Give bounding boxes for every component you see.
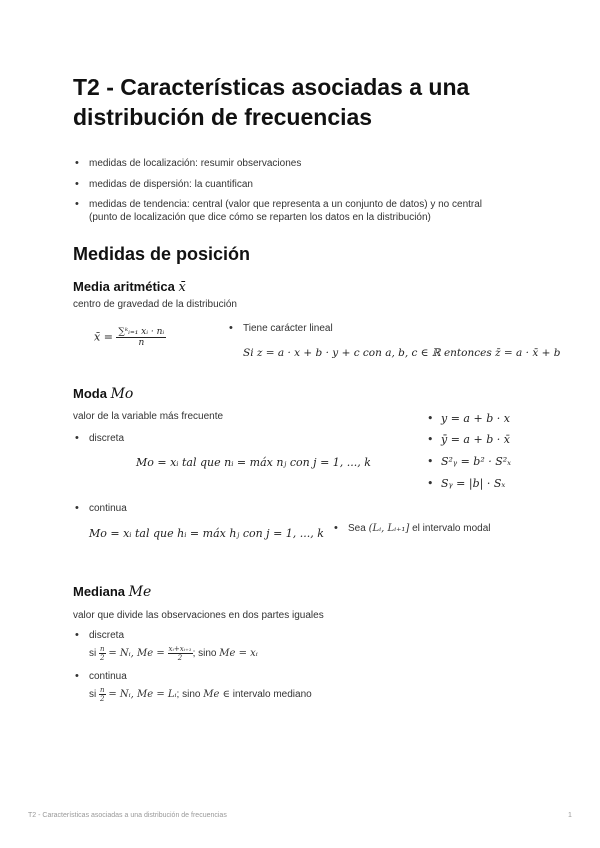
list-item: • medidas de dispersión: la cuantifican <box>89 178 509 191</box>
tail-math: Me ∈ <box>203 689 230 701</box>
mediana-symbol: Me <box>128 584 152 600</box>
end-text: intervalo mediano <box>232 689 312 701</box>
n-over-2-fraction <box>99 686 106 703</box>
moda-side-bullet: • y = a + b · x <box>441 412 510 425</box>
media-heading <box>73 279 186 295</box>
media-heading-text: Media aritmética <box>73 279 175 294</box>
frac-den: 2 <box>100 654 105 662</box>
media-linear-formula: Si z = a · x + b · y + c con a, b, c ∈ ℝ entonces z̄ = a · x̄ + b <box>243 347 561 359</box>
moda-symbol: Mo <box>110 386 134 402</box>
page-title: T2 - Características asociadas a una distribución de frecuencias <box>73 74 470 130</box>
mediana-continua-label: • continua <box>89 670 127 683</box>
xsum-fraction <box>168 645 193 662</box>
moda-description: valor de la variable más frecuente <box>73 411 224 422</box>
mid-math: = Nᵢ, Me = <box>108 648 165 660</box>
media-fraction <box>116 327 166 348</box>
footer-title: T2 - Características asociadas a una distribución de frecuencias <box>28 812 227 819</box>
frac-num: n <box>100 686 105 694</box>
n-over-2-fraction <box>99 645 106 662</box>
si-text: si <box>89 689 97 701</box>
frac-num: n <box>100 645 105 653</box>
media-formula-lhs: x̄ = <box>94 330 113 344</box>
frac-den: 2 <box>177 654 183 662</box>
mediana-heading-text: Mediana <box>73 584 126 599</box>
mediana-description: valor que divide las observaciones en dos partes iguales <box>73 610 324 621</box>
moda-interval-note: • Sea (Lᵢ, Lᵢ₊₁] el intervalo modal <box>348 522 491 535</box>
media-symbol: x̄ <box>178 280 186 295</box>
mediana-heading <box>73 584 151 600</box>
mediana-discreta-label: • discreta <box>89 629 124 642</box>
tail-text: ; sino <box>192 648 217 660</box>
section-heading-posicion: Medidas de posición <box>73 244 251 264</box>
tail-math: Me = xᵢ <box>219 648 258 660</box>
tail-text: ; sino <box>176 689 201 701</box>
list-item: • medidas de tendencia: central (valor que representa a un conjunto de datos) y no central (punto de localización que dice cómo se reparten los datos en la distribución) <box>89 198 509 224</box>
interval-math: (Lᵢ, Lᵢ₊₁] <box>368 523 410 534</box>
frac-num: xᵢ+xᵢ₊₁ <box>168 645 192 653</box>
frac-den: 2 <box>100 695 105 703</box>
page-number: 1 <box>568 812 572 819</box>
moda-heading-text: Moda <box>73 386 107 401</box>
list-item: • medidas de localización: resumir observaciones <box>89 157 509 170</box>
media-formula <box>94 327 166 348</box>
moda-side-bullet: • S²ᵧ = b² · S²ₓ <box>441 455 511 468</box>
media-fraction-numerator: ∑ᵏᵢ₌₁ xᵢ · nᵢ <box>118 327 165 337</box>
moda-continua-formula: Mo = xᵢ tal que hᵢ = máx hⱼ con j = 1, ..., k <box>89 527 324 540</box>
mediana-continua-rule <box>89 686 312 703</box>
moda-heading <box>73 386 133 402</box>
media-bullet: • Tiene carácter lineal <box>243 322 333 335</box>
mediana-discreta-rule <box>89 645 258 662</box>
moda-side-bullet: • Sᵧ = |b| · Sₓ <box>441 477 505 490</box>
interval-text: el intervalo modal <box>412 523 491 534</box>
si-text: si <box>89 648 97 660</box>
moda-discreta-label: • discreta <box>89 432 124 445</box>
moda-discreta-formula: Mo = xᵢ tal que nᵢ = máx nⱼ con j = 1, ..., k <box>136 456 371 469</box>
mid-math: = Nᵢ, Me = Lᵢ <box>108 689 177 701</box>
moda-continua-label: • continua <box>89 502 127 515</box>
media-description: centro de gravedad de la distribución <box>73 299 237 310</box>
moda-side-bullet: • ȳ = a + b · x̄ <box>441 433 510 446</box>
media-fraction-denominator: n <box>138 338 145 348</box>
